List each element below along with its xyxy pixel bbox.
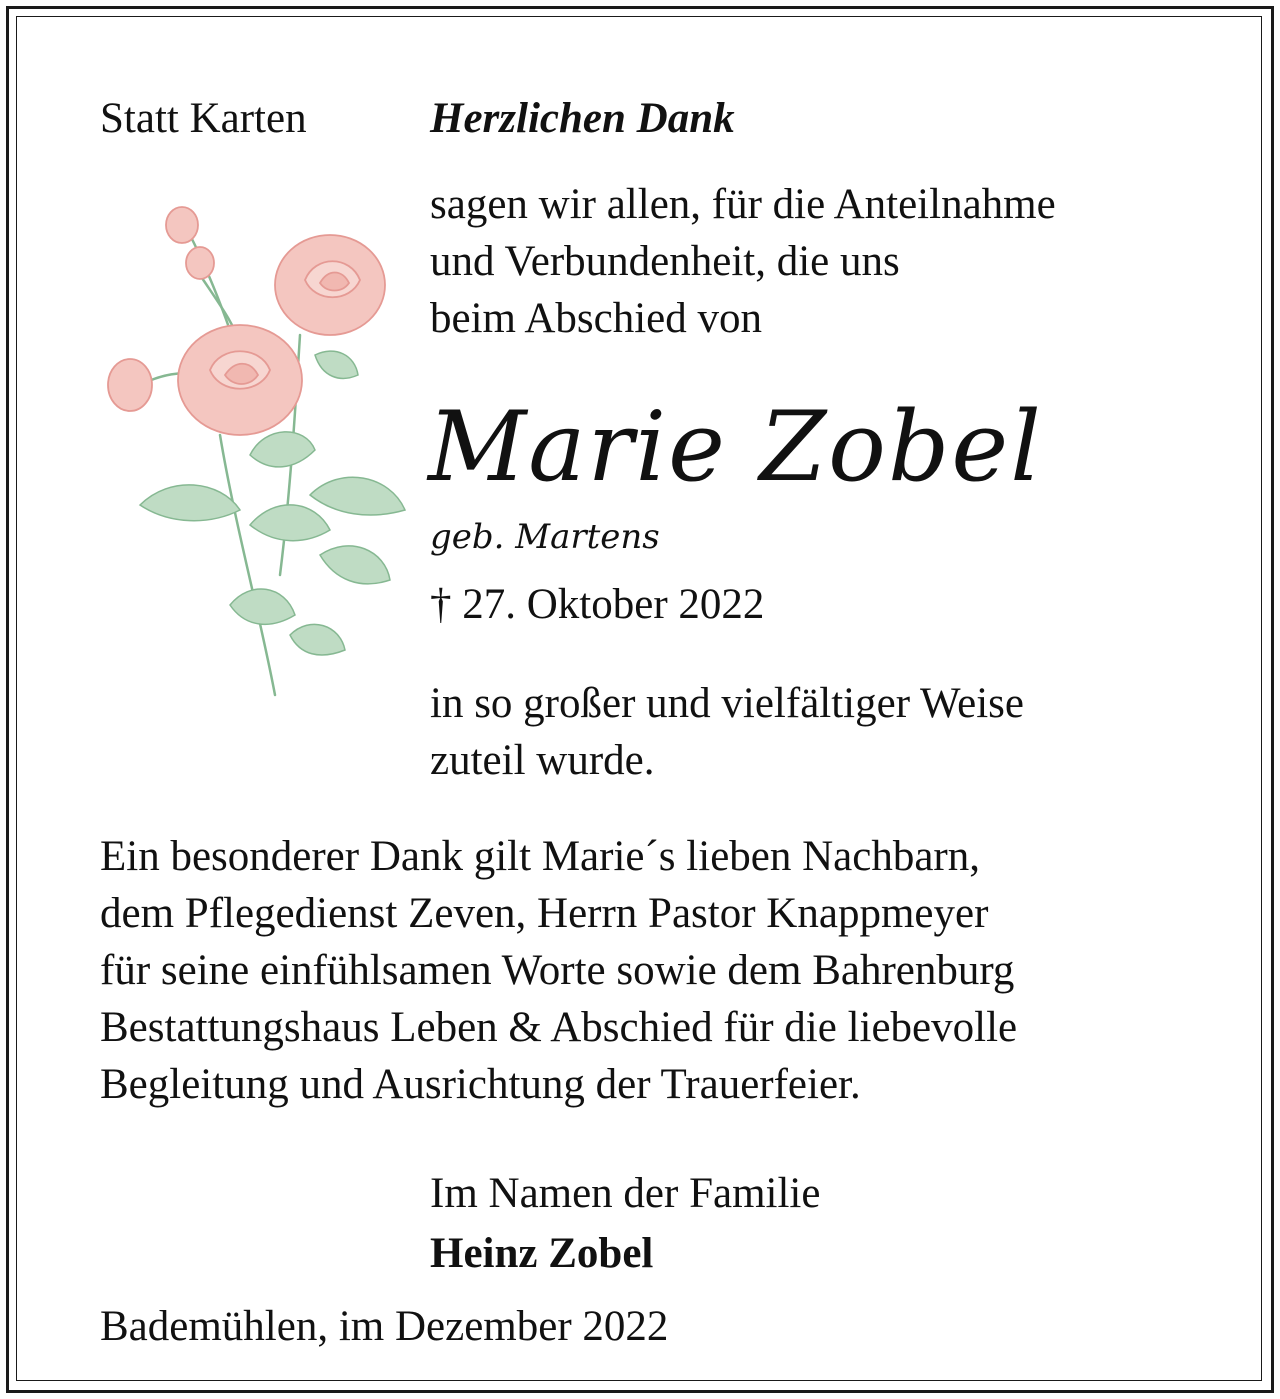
deceased-name: Marie Zobel: [428, 391, 1043, 503]
thanks-line: dem Pflegedienst Zeven, Herrn Pastor Knappmeyer: [100, 890, 989, 937]
thanks-line: Bestattungshaus Leben & Abschied für die liebevolle: [100, 1004, 1018, 1051]
family-label: Im Namen der Familie: [430, 1170, 821, 1217]
death-date: † 27. Oktober 2022: [430, 581, 765, 628]
intro-line: sagen wir allen, für die Anteilnahme: [430, 181, 1056, 228]
follow-line: in so großer und vielfältiger Weise: [430, 680, 1025, 727]
intro-line: und Verbundenheit, die uns: [430, 238, 900, 285]
signer-name: Heinz Zobel: [430, 1230, 654, 1277]
place-date: Bademühlen, im Dezember 2022: [100, 1303, 669, 1350]
roses-icon: [100, 195, 410, 705]
thanks-line: für seine einfühlsamen Worte sowie dem Bahrenburg: [100, 947, 1015, 994]
notice-title: Herzlichen Dank: [430, 95, 735, 142]
thanks-line: Begleitung und Ausrichtung der Trauerfeier.: [100, 1061, 861, 1108]
thanks-line: Ein besonderer Dank gilt Marie´s lieben Nachbarn,: [100, 833, 980, 880]
maiden-name: geb. Martens: [430, 517, 660, 557]
statt-karten-label: Statt Karten: [100, 95, 307, 142]
follow-line: zuteil wurde.: [430, 737, 655, 784]
intro-line: beim Abschied von: [430, 295, 763, 342]
